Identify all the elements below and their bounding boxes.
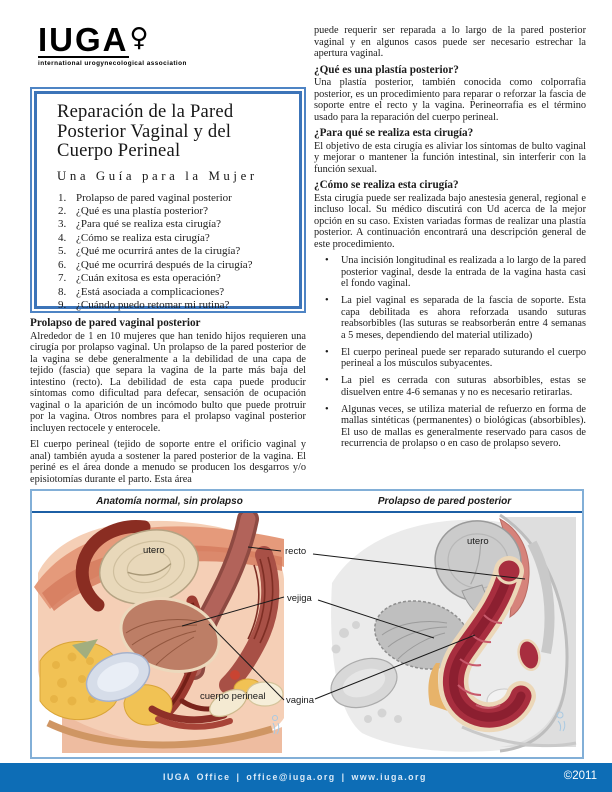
anatomy-illustration xyxy=(32,513,578,757)
toc-item: ¿Qué me ocurrirá después de la cirugía? xyxy=(76,258,253,271)
label-utero-left: utero xyxy=(143,545,165,556)
bullet-item: • Algunas veces, se utiliza material de refuerzo en forma de mallas sintéticas (permanentes) o biológicas (absorbibles). El uso de mallas es generalmente reservado para casos de recurrencia de prolapso o en caso de prolapso severo. xyxy=(314,404,586,450)
figure-title-normal: Anatomía normal, sin prolapso xyxy=(96,495,243,507)
paragraph: El objetivo de esta cirugía es aliviar los síntomas de bulto vaginal y mejorar o mantener la función intestinal, sin interferir con la función sexual. xyxy=(314,140,586,175)
left-column xyxy=(30,317,306,485)
iuga-logo-text: IUGA xyxy=(38,21,129,58)
paragraph: Una plastía posterior, también conocida como colporrafia posterior, es un procedimiento para reparar o reforzar la fascia de soporte entre el recto y la vagina. Perineorrafia es el término usado para la reparación del cuerpo perineal. xyxy=(314,77,586,123)
paragraph: Esta cirugía puede ser realizada bajo anestesia general, regional e incluso local. Su médico discutirá con Ud acerca de la mejor opción en su caso. Existen variadas formas de realizar una plastía posterior. A continuación encontrará una descripción general de este procedimiento. xyxy=(314,192,586,250)
bullet-item: • La piel es cerrada con suturas absorbibles, estas se disuelven entre 4-6 semanas y no es necesario retirarlas. xyxy=(314,375,586,398)
bullet-item: • El cuerpo perineal puede ser reparado suturando el cuerpo perineal a los músculos subyacentes. xyxy=(314,347,586,370)
bullet-item: • La piel vaginal es separada de la fascia de soporte. Esta capa debilitada es ahora reforzada usando suturas reabsorbibles (las suturas se reabsorberán entre 4 semanas a 5 meses, dependiendo del material utilizado) xyxy=(314,295,586,341)
toc-item: Prolapso de pared vaginal posterior xyxy=(76,191,232,204)
section-heading-plastia: ¿Qué es una plastía posterior? xyxy=(314,63,459,76)
figure-header xyxy=(32,491,582,513)
table-of-contents xyxy=(57,193,287,312)
page-title: Reparación de la Pared Posterior Vaginal y del Cuerpo Perineal xyxy=(57,101,234,161)
toc-item: ¿Cómo se realiza esta cirugía? xyxy=(76,231,210,244)
toc-item: ¿Está asociada a complicaciones? xyxy=(76,285,225,298)
paragraph: puede requerir ser reparada a lo largo de la pared posterior vaginal y en algunos casos puede ser necesario estrechar la apertura vaginal. xyxy=(314,25,586,59)
label-vagina: vagina xyxy=(286,695,314,706)
label-recto: recto xyxy=(285,546,307,557)
section-heading-prolapso: Prolapso de pared vaginal posterior xyxy=(30,317,201,329)
footer-bar xyxy=(0,763,612,792)
label-utero-right: utero xyxy=(467,536,489,547)
paragraph: El cuerpo perineal (tejido de soporte entre el orificio vaginal y anal) también ayuda a sostener la pared posterior de la vagina. El periné es el área donde a menudo se producen los desgarros y/o episiotomías durante el parto. Esta área xyxy=(30,439,306,485)
prolapse-drawing xyxy=(324,515,576,752)
copyright: ©2011 xyxy=(563,770,597,782)
female-symbol-icon: ♀ xyxy=(129,23,149,53)
section-heading-para-que: ¿Para qué se realiza esta cirugía? xyxy=(314,127,474,139)
toc-item: ¿Qué me ocurrirá antes de la cirugía? xyxy=(76,245,241,258)
footer-contact: IUGA Office | office@iuga.org | www.iuga.org xyxy=(163,772,427,782)
toc-item: ¿Cuándo puedo retomar mi rutina? xyxy=(76,299,230,312)
bullet-item: • Una incisión longitudinal es realizada a lo largo de la pared posterior vaginal, desde la entrada de la vagina hasta casi el fondo vaginal. xyxy=(314,255,586,290)
title-box-inner xyxy=(34,91,302,312)
right-column xyxy=(314,25,586,455)
toc-item: ¿Qué es una plastía posterior? xyxy=(76,204,208,217)
section-heading-como: ¿Cómo se realiza esta cirugía? xyxy=(314,179,459,191)
label-vejiga: vejiga xyxy=(287,593,312,604)
iuga-logo xyxy=(38,21,187,68)
toc-item: ¿Cuán exitosa es esta operación? xyxy=(76,272,221,285)
toc-item: ¿Para qué se realiza esta cirugía? xyxy=(76,218,222,231)
title-box xyxy=(30,87,306,313)
figure-title-prolapse: Prolapso de pared posterior xyxy=(377,495,512,507)
page-subtitle: Una Guía para la Mujer xyxy=(57,168,258,183)
anatomy-figure-box xyxy=(30,489,584,759)
procedure-bullet-list xyxy=(314,255,586,450)
label-cuerpo-perineal: cuerpo perineal xyxy=(200,691,266,702)
paragraph: Alrededor de 1 en 10 mujeres que han tenido hijos requieren una cirugía por prolapso vaginal. Un prolapso de la pared posterior de la vagina se debe generalmente a la debilidad de una capa de tejido (fascia) que separa la vagina de la parte más baja del intestino (recto). La debilidad de esta capa puede producir síntomas como dificultad para defecar, sensación de ocupación vaginal o la aparición de un incómodo bulto que puede protruir por la vagina. Otros nombres para el prolapso vaginal posterior incluyen rectocele y enterocele. xyxy=(30,330,306,434)
iuga-logo-tagline: international urogynecological association xyxy=(38,60,187,68)
figure-canvas xyxy=(32,513,582,757)
